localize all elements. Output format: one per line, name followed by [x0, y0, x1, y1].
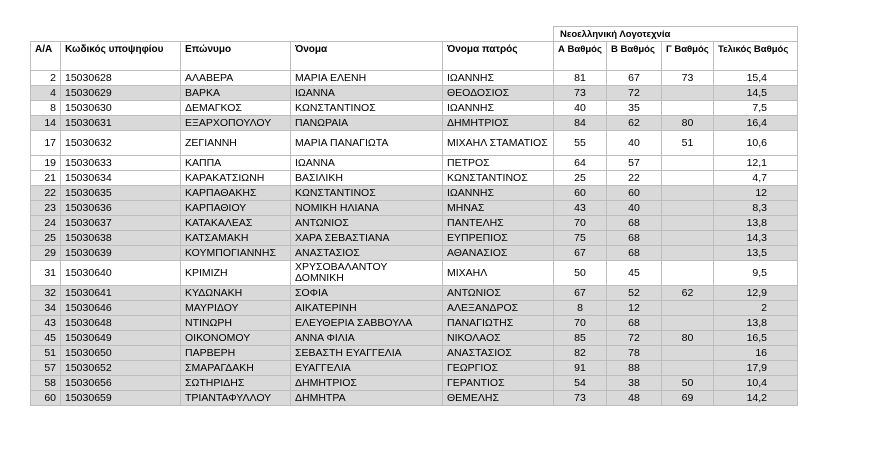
cell-final: 2 [714, 301, 798, 316]
cell-code: 15030652 [61, 361, 181, 376]
cell-aa: 4 [31, 86, 61, 101]
cell-code: 15030650 [61, 346, 181, 361]
cell-final: 13,8 [714, 216, 798, 231]
cell-father: ΓΕΩΡΓΙΟΣ [443, 361, 554, 376]
cell-code: 15030646 [61, 301, 181, 316]
cell-code: 15030631 [61, 116, 181, 131]
cell-grade-b: 68 [607, 316, 662, 331]
cell-final: 13,8 [714, 316, 798, 331]
table-row [31, 186, 798, 201]
cell-aa: 2 [31, 71, 61, 86]
cell-father: ΙΩΑΝΝΗΣ [443, 71, 554, 86]
cell-name: ΧΡΥΣΟΒΑΛΑΝΤΟΥ ΔΟΜΝΙΚΗ [291, 261, 443, 286]
cell-father: ΓΕΡΑΝΤΙΟΣ [443, 376, 554, 391]
cell-name: ΚΩΝΣΤΑΝΤΙΝΟΣ [291, 186, 443, 201]
cell-father: ΘΕΟΔΟΣΙΟΣ [443, 86, 554, 101]
cell-father: ΙΩΑΝΝΗΣ [443, 186, 554, 201]
cell-grade-c [662, 316, 714, 331]
table-row [31, 301, 798, 316]
table-row [31, 216, 798, 231]
cell-grade-b: 38 [607, 376, 662, 391]
cell-surname: ΚΑΡΑΚΑΤΣΙΩΝΗ [181, 171, 291, 186]
cell-grade-c [662, 361, 714, 376]
cell-surname: ΝΤΙΝΩΡΗ [181, 316, 291, 331]
cell-grade-b: 68 [607, 246, 662, 261]
cell-name: ΕΛΕΥΘΕΡΙΑ ΣΑΒΒΟΥΛΑ [291, 316, 443, 331]
cell-grade-c [662, 186, 714, 201]
cell-final: 16 [714, 346, 798, 361]
table-row [31, 361, 798, 376]
cell-name: ΙΩΑΝΝΑ [291, 86, 443, 101]
cell-father: ΔΗΜΗΤΡΙΟΣ [443, 116, 554, 131]
cell-name: ΙΩΑΝΝΑ [291, 156, 443, 171]
cell-name: ΔΗΜΗΤΡΑ [291, 391, 443, 406]
cell-surname: ΚΡΙΜΙΖΗ [181, 261, 291, 286]
cell-aa: 34 [31, 301, 61, 316]
table-row [31, 101, 798, 116]
cell-surname: ΚΑΡΠΑΘΙΟΥ [181, 201, 291, 216]
table-row [31, 316, 798, 331]
cell-father: ΚΩΝΣΤΑΝΤΙΝΟΣ [443, 171, 554, 186]
cell-final: 10,4 [714, 376, 798, 391]
table-row [31, 376, 798, 391]
cell-code: 15030628 [61, 71, 181, 86]
cell-grade-c [662, 101, 714, 116]
cell-grade-a: 81 [554, 71, 607, 86]
cell-grade-a: 91 [554, 361, 607, 376]
cell-father: ΜΙΧΑΗΛ ΣΤΑΜΑΤΙΟΣ [443, 131, 554, 156]
cell-final: 12,9 [714, 286, 798, 301]
cell-code: 15030649 [61, 331, 181, 346]
cell-grade-b: 68 [607, 231, 662, 246]
cell-grade-a: 54 [554, 376, 607, 391]
cell-grade-c [662, 156, 714, 171]
results-table [30, 26, 798, 406]
cell-grade-a: 55 [554, 131, 607, 156]
cell-code: 15030630 [61, 101, 181, 116]
cell-surname: ΚΑΤΑΚΑΛΕΑΣ [181, 216, 291, 231]
cell-aa: 29 [31, 246, 61, 261]
table-row [31, 246, 798, 261]
cell-grade-b: 78 [607, 346, 662, 361]
cell-surname: ΜΑΥΡΙΔΟΥ [181, 301, 291, 316]
cell-father: ΠΕΤΡΟΣ [443, 156, 554, 171]
cell-grade-c: 62 [662, 286, 714, 301]
cell-final: 14,2 [714, 391, 798, 406]
cell-grade-a: 60 [554, 186, 607, 201]
cell-surname: ΚΑΠΠΑ [181, 156, 291, 171]
cell-grade-a: 85 [554, 331, 607, 346]
cell-final: 9,5 [714, 261, 798, 286]
cell-grade-a: 75 [554, 231, 607, 246]
cell-grade-b: 67 [607, 71, 662, 86]
cell-surname: ΚΟΥΜΠΟΓΙΑΝΝΗΣ [181, 246, 291, 261]
cell-aa: 43 [31, 316, 61, 331]
cell-father: ΑΘΑΝΑΣΙΟΣ [443, 246, 554, 261]
cell-surname: ΟΙΚΟΝΟΜΟΥ [181, 331, 291, 346]
cell-surname: ΠΑΡΒΕΡΗ [181, 346, 291, 361]
cell-grade-c [662, 201, 714, 216]
table-row [31, 86, 798, 101]
cell-father: ΙΩΑΝΝΗΣ [443, 101, 554, 116]
cell-surname: ΚΑΡΠΑΘΑΚΗΣ [181, 186, 291, 201]
cell-final: 15,4 [714, 71, 798, 86]
cell-final: 12,1 [714, 156, 798, 171]
cell-name: ΜΑΡΙΑ ΕΛΕΝΗ [291, 71, 443, 86]
table-row [31, 346, 798, 361]
cell-grade-c [662, 246, 714, 261]
cell-surname: ΔΕΜΑΓΚΟΣ [181, 101, 291, 116]
cell-name: ΠΑΝΩΡΑΙΑ [291, 116, 443, 131]
cell-aa: 45 [31, 331, 61, 346]
cell-aa: 22 [31, 186, 61, 201]
cell-name: ΚΩΝΣΤΑΝΤΙΝΟΣ [291, 101, 443, 116]
table-row [31, 231, 798, 246]
cell-final: 17,9 [714, 361, 798, 376]
cell-surname: ΣΜΑΡΑΓΔΑΚΗ [181, 361, 291, 376]
cell-aa: 58 [31, 376, 61, 391]
col-header-father: Όνομα πατρός [443, 42, 554, 71]
table-row [31, 201, 798, 216]
cell-grade-c [662, 171, 714, 186]
col-header-name: Όνομα [291, 42, 443, 71]
group-header-row [31, 27, 798, 42]
cell-grade-a: 70 [554, 316, 607, 331]
cell-grade-a: 84 [554, 116, 607, 131]
cell-aa: 31 [31, 261, 61, 286]
cell-grade-a: 73 [554, 391, 607, 406]
cell-aa: 25 [31, 231, 61, 246]
cell-grade-c [662, 301, 714, 316]
cell-grade-b: 52 [607, 286, 662, 301]
cell-grade-c: 80 [662, 116, 714, 131]
cell-grade-a: 67 [554, 246, 607, 261]
cell-grade-a: 40 [554, 101, 607, 116]
cell-aa: 51 [31, 346, 61, 361]
cell-grade-b: 62 [607, 116, 662, 131]
table-row [31, 286, 798, 301]
cell-grade-b: 40 [607, 201, 662, 216]
cell-final: 14,3 [714, 231, 798, 246]
cell-final: 16,4 [714, 116, 798, 131]
cell-grade-a: 50 [554, 261, 607, 286]
cell-name: ΧΑΡΑ ΣΕΒΑΣΤΙΑΝΑ [291, 231, 443, 246]
cell-grade-c [662, 86, 714, 101]
cell-code: 15030632 [61, 131, 181, 156]
cell-grade-a: 64 [554, 156, 607, 171]
cell-grade-c [662, 346, 714, 361]
cell-grade-b: 72 [607, 331, 662, 346]
table-row [31, 131, 798, 156]
cell-code: 15030637 [61, 216, 181, 231]
cell-name: ΜΑΡΙΑ ΠΑΝΑΓΙΩΤΑ [291, 131, 443, 156]
cell-final: 7,5 [714, 101, 798, 116]
col-header-grade-a: Α Βαθμός [554, 42, 607, 71]
cell-code: 15030659 [61, 391, 181, 406]
cell-grade-c [662, 216, 714, 231]
cell-surname: ΚΑΤΣΑΜΑΚΗ [181, 231, 291, 246]
cell-grade-c [662, 231, 714, 246]
cell-grade-b: 45 [607, 261, 662, 286]
col-header-grade-b: Β Βαθμός [607, 42, 662, 71]
cell-aa: 14 [31, 116, 61, 131]
cell-aa: 57 [31, 361, 61, 376]
cell-surname: ΕΞΑΡΧΟΠΟΥΛΟΥ [181, 116, 291, 131]
cell-father: ΕΥΠΡΕΠΙΟΣ [443, 231, 554, 246]
col-header-code: Κωδικός υποψηφίου [61, 42, 181, 71]
cell-aa: 21 [31, 171, 61, 186]
cell-father: ΠΑΝΤΕΛΗΣ [443, 216, 554, 231]
cell-grade-a: 8 [554, 301, 607, 316]
cell-code: 15030633 [61, 156, 181, 171]
cell-surname: ΚΥΔΩΝΑΚΗ [181, 286, 291, 301]
cell-grade-c: 50 [662, 376, 714, 391]
cell-father: ΑΝΤΩΝΙΟΣ [443, 286, 554, 301]
cell-final: 13,5 [714, 246, 798, 261]
cell-code: 15030629 [61, 86, 181, 101]
cell-aa: 60 [31, 391, 61, 406]
cell-grade-c: 51 [662, 131, 714, 156]
cell-final: 12 [714, 186, 798, 201]
cell-code: 15030636 [61, 201, 181, 216]
cell-aa: 23 [31, 201, 61, 216]
table-row [31, 391, 798, 406]
cell-aa: 17 [31, 131, 61, 156]
cell-name: ΑΝΝΑ ΦΙΛΙΑ [291, 331, 443, 346]
col-header-final: Τελικός Βαθμός [714, 42, 798, 71]
cell-grade-a: 73 [554, 86, 607, 101]
cell-final: 10,6 [714, 131, 798, 156]
cell-surname: ΒΑΡΚΑ [181, 86, 291, 101]
cell-father: ΝΙΚΟΛΑΟΣ [443, 331, 554, 346]
cell-grade-b: 88 [607, 361, 662, 376]
cell-grade-a: 25 [554, 171, 607, 186]
cell-grade-b: 72 [607, 86, 662, 101]
cell-father: ΠΑΝΑΓΙΩΤΗΣ [443, 316, 554, 331]
table-row [31, 156, 798, 171]
cell-grade-b: 48 [607, 391, 662, 406]
cell-aa: 19 [31, 156, 61, 171]
cell-name: ΒΑΣΙΛΙΚΗ [291, 171, 443, 186]
cell-name: ΣΟΦΙΑ [291, 286, 443, 301]
cell-name: ΑΝΤΩΝΙΟΣ [291, 216, 443, 231]
cell-code: 15030638 [61, 231, 181, 246]
cell-name: ΝΟΜΙΚΗ ΗΛΙΑΝΑ [291, 201, 443, 216]
cell-name: ΣΕΒΑΣΤΗ ΕΥΑΓΓΕΛΙΑ [291, 346, 443, 361]
cell-grade-b: 57 [607, 156, 662, 171]
cell-grade-b: 68 [607, 216, 662, 231]
cell-code: 15030635 [61, 186, 181, 201]
cell-grade-c: 69 [662, 391, 714, 406]
cell-grade-a: 82 [554, 346, 607, 361]
cell-name: ΕΥΑΓΓΕΛΙΑ [291, 361, 443, 376]
cell-code: 15030641 [61, 286, 181, 301]
cell-aa: 8 [31, 101, 61, 116]
cell-code: 15030656 [61, 376, 181, 391]
cell-code: 15030639 [61, 246, 181, 261]
cell-grade-a: 43 [554, 201, 607, 216]
cell-grade-b: 40 [607, 131, 662, 156]
cell-grade-b: 35 [607, 101, 662, 116]
cell-surname: ΤΡΙΑΝΤΑΦΥΛΛΟΥ [181, 391, 291, 406]
cell-aa: 32 [31, 286, 61, 301]
cell-grade-a: 67 [554, 286, 607, 301]
cell-name: ΑΙΚΑΤΕΡΙΝΗ [291, 301, 443, 316]
table-row [31, 171, 798, 186]
table-body [31, 71, 798, 406]
cell-surname: ΖΕΓΙΑΝΝΗ [181, 131, 291, 156]
cell-final: 16,5 [714, 331, 798, 346]
cell-grade-b: 22 [607, 171, 662, 186]
col-header-aa: Α/Α [31, 42, 61, 71]
cell-final: 8,3 [714, 201, 798, 216]
cell-aa: 24 [31, 216, 61, 231]
cell-grade-a: 70 [554, 216, 607, 231]
cell-father: ΜΗΝΑΣ [443, 201, 554, 216]
cell-final: 4,7 [714, 171, 798, 186]
cell-code: 15030634 [61, 171, 181, 186]
cell-father: ΑΝΑΣΤΑΣΙΟΣ [443, 346, 554, 361]
cell-father: ΜΙΧΑΗΛ [443, 261, 554, 286]
cell-surname: ΣΩΤΗΡΙΔΗΣ [181, 376, 291, 391]
cell-grade-b: 60 [607, 186, 662, 201]
table-row [31, 116, 798, 131]
col-header-surname: Επώνυμο [181, 42, 291, 71]
cell-code: 15030648 [61, 316, 181, 331]
results-sheet [30, 26, 798, 406]
table-row [31, 71, 798, 86]
col-header-grade-c: Γ Βαθμός [662, 42, 714, 71]
cell-grade-c [662, 261, 714, 286]
cell-grade-b: 12 [607, 301, 662, 316]
cell-name: ΔΗΜΗΤΡΙΟΣ [291, 376, 443, 391]
cell-grade-c: 73 [662, 71, 714, 86]
table-row [31, 261, 798, 286]
cell-final: 14,5 [714, 86, 798, 101]
cell-surname: ΑΛΑΒΕΡΑ [181, 71, 291, 86]
cell-code: 15030640 [61, 261, 181, 286]
cell-father: ΘΕΜΕΛΗΣ [443, 391, 554, 406]
group-title: Νεοελληνική Λογοτεχνία [554, 27, 798, 42]
cell-grade-c: 80 [662, 331, 714, 346]
cell-name: ΑΝΑΣΤΑΣΙΟΣ [291, 246, 443, 261]
column-header-row [31, 42, 798, 71]
table-row [31, 331, 798, 346]
cell-father: ΑΛΕΞΑΝΔΡΟΣ [443, 301, 554, 316]
